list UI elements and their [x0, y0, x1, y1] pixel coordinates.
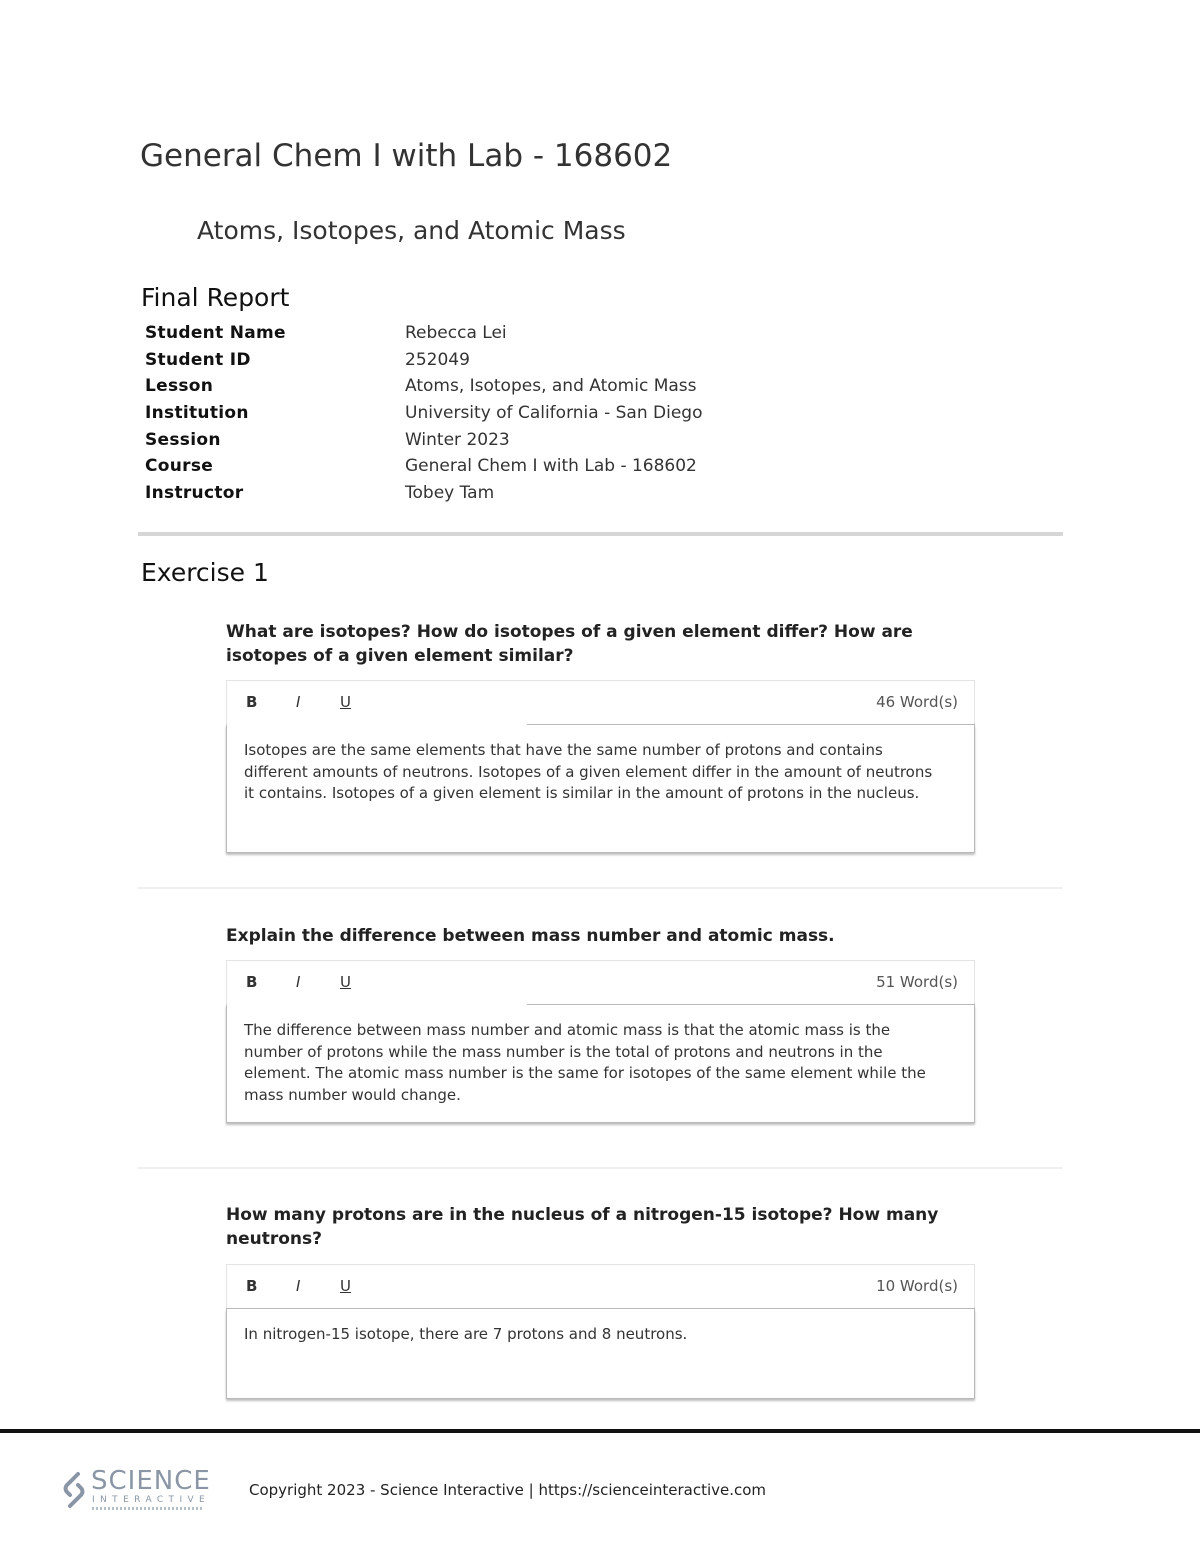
question-2: Explain the difference between mass number and atomic mass.: [226, 926, 835, 946]
logo-wordmark-top: SCIENCE: [91, 1466, 211, 1496]
word-count: 46 Word(s): [876, 693, 958, 711]
question-divider: [138, 1167, 1063, 1169]
info-row-lesson: [145, 373, 702, 400]
info-row-institution: [145, 400, 702, 427]
info-label: Student ID: [145, 349, 251, 370]
toolbar-underline-rule: [527, 724, 975, 725]
science-interactive-logo: [58, 1466, 211, 1514]
answer-text-area[interactable]: Isotopes are the same elements that have the same number of protons and contains different amounts of neutrons. Isotopes of a given element differ in the amount of neutrons it contains. Isotopes of a given element is similar in the amount of protons in the nucleus.: [226, 725, 975, 853]
info-value: 252049: [405, 349, 470, 370]
answer-editor-2: [226, 960, 975, 1123]
answer-editor-1: [226, 680, 975, 853]
underline-button[interactable]: U: [340, 973, 351, 991]
answer-text-area[interactable]: In nitrogen-15 isotope, there are 7 protons and 8 neutrons.: [226, 1309, 975, 1399]
info-label: Institution: [145, 403, 249, 424]
info-value: Atoms, Isotopes, and Atomic Mass: [405, 376, 697, 397]
bold-button[interactable]: B: [246, 693, 258, 711]
info-label: Instructor: [145, 482, 244, 503]
info-row-instructor: [145, 480, 702, 507]
word-count: 51 Word(s): [876, 973, 958, 991]
course-title: General Chem I with Lab - 168602: [140, 138, 673, 174]
logo-tagline: [92, 1507, 204, 1510]
info-value: Winter 2023: [405, 429, 510, 450]
underline-button[interactable]: U: [340, 1277, 351, 1295]
info-row-course: [145, 453, 702, 480]
word-count: 10 Word(s): [876, 1277, 958, 1295]
info-value: General Chem I with Lab - 168602: [405, 456, 697, 477]
question-3: How many protons are in the nucleus of a nitrogen-15 isotope? How many neutrons?: [226, 1205, 939, 1249]
underline-button[interactable]: U: [340, 693, 351, 711]
question-1: What are isotopes? How do isotopes of a given element differ? How are isotopes of a given element similar?: [226, 622, 913, 666]
info-label: Session: [145, 429, 221, 450]
info-row-student-id: [145, 347, 702, 374]
italic-button[interactable]: I: [296, 693, 301, 711]
footer-rule: [0, 1429, 1200, 1433]
editor-toolbar: [226, 960, 975, 1005]
toolbar-underline-rule: [527, 1004, 975, 1005]
toolbar-underline-rule: [226, 1308, 975, 1309]
info-value: Tobey Tam: [405, 482, 495, 503]
answer-editor-3: [226, 1264, 975, 1399]
editor-toolbar: [226, 1264, 975, 1309]
student-info-table: [145, 320, 702, 506]
bold-button[interactable]: B: [246, 1277, 258, 1295]
info-label: Student Name: [145, 323, 286, 344]
editor-toolbar: [226, 680, 975, 725]
section-divider: [138, 532, 1063, 536]
italic-button[interactable]: I: [296, 973, 301, 991]
lesson-title: Atoms, Isotopes, and Atomic Mass: [197, 216, 626, 245]
info-label: Lesson: [145, 376, 214, 397]
exercise-heading: Exercise 1: [141, 558, 269, 587]
info-value: Rebecca Lei: [405, 323, 507, 344]
logo-mark-icon: [58, 1470, 90, 1510]
italic-button[interactable]: I: [296, 1277, 301, 1295]
answer-text-area[interactable]: The difference between mass number and atomic mass is that the atomic mass is the number of protons while the mass number is the total of protons and neutrons in the element. The atomic mass number is the same for isotopes of the same element while the mass number would change.: [226, 1005, 975, 1123]
logo-wordmark-bottom: INTERACTIVE: [92, 1495, 211, 1505]
report-heading: Final Report: [141, 283, 290, 312]
info-value: University of California - San Diego: [405, 403, 703, 424]
info-label: Course: [145, 456, 214, 477]
footer-copyright: Copyright 2023 - Science Interactive | https://scienceinteractive.com: [249, 1481, 767, 1499]
info-row-student-name: [145, 320, 702, 347]
bold-button[interactable]: B: [246, 973, 258, 991]
info-row-session: [145, 426, 702, 453]
question-divider: [138, 887, 1063, 889]
